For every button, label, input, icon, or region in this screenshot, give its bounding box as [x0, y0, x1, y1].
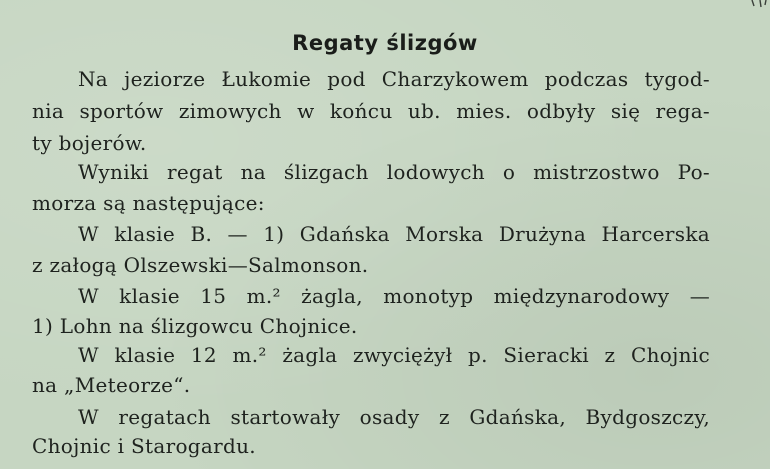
article-line-4: Wyniki regat na ślizgach lodowych o mistrzostwo Po-	[78, 160, 710, 184]
ink-speck-icon	[748, 0, 770, 10]
article-line-8: W klasie 15 m.² żagla, monotyp międzynarodowy —	[78, 284, 710, 308]
article-line-10: W klasie 12 m.² żagla zwyciężył p. Sieracki z Chojnic	[78, 343, 710, 367]
article-line-11: na „Meteorze“.	[32, 373, 191, 397]
article-line-9: 1) Lohn na ślizgowcu Chojnice.	[32, 314, 358, 338]
article-title: Regaty ślizgów	[292, 31, 478, 55]
article-line-7: z załogą Olszewski—Salmonson.	[32, 253, 369, 277]
article-line-3: ty bojerów.	[32, 131, 147, 155]
article-line-2: nia sportów zimowych w końcu ub. mies. odbyły się rega-	[32, 99, 710, 123]
article-line-6: W klasie B. — 1) Gdańska Morska Drużyna Harcerska	[78, 222, 710, 246]
article-line-1: Na jeziorze Łukomie pod Charzykowem podczas tygod-	[78, 67, 710, 91]
article-line-5: morza są następujące:	[32, 191, 265, 215]
article-line-13: Chojnic i Starogardu.	[32, 434, 256, 458]
article-line-12: W regatach startowały osady z Gdańska, Bydgoszczy,	[78, 405, 710, 429]
